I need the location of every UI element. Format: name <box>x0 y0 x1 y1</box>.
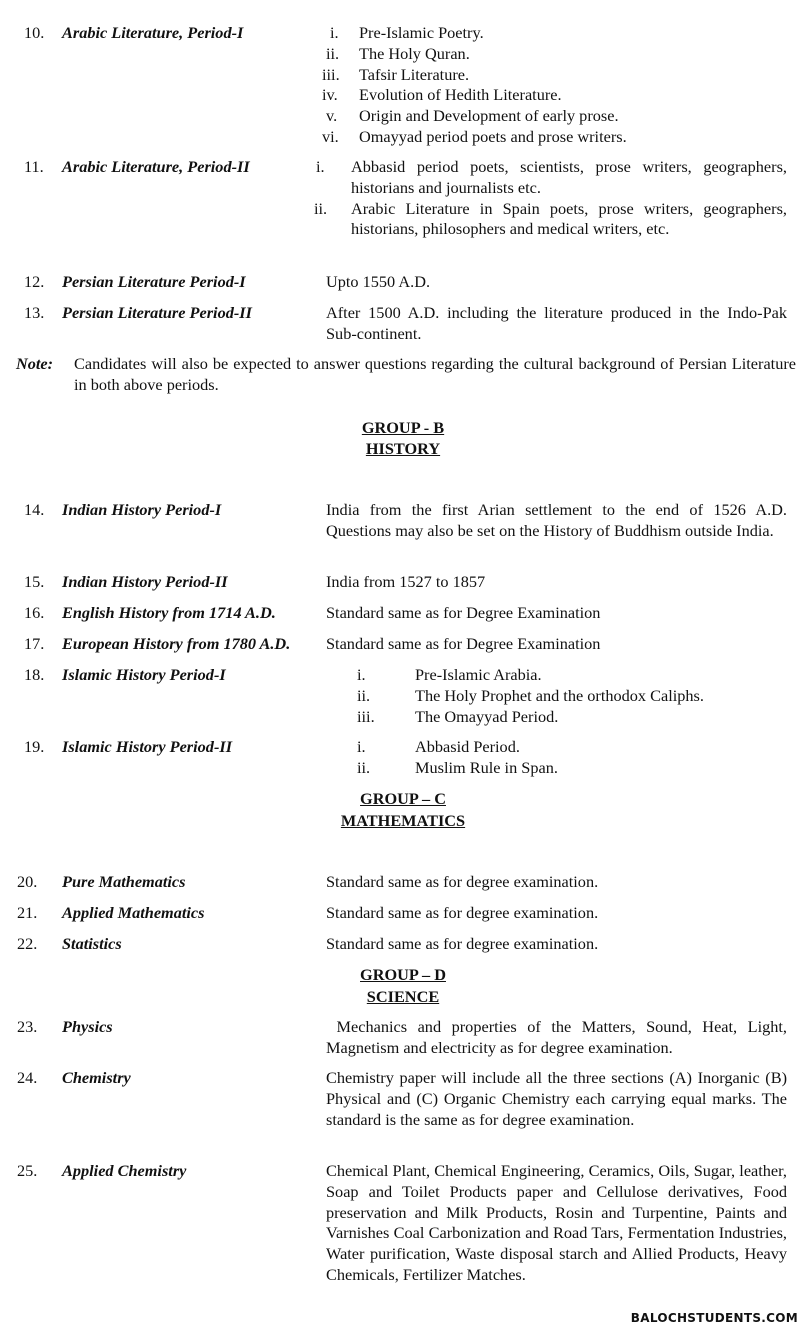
entry-number: 21. <box>17 903 38 922</box>
entry-title: European History from 1780 A.D. <box>62 634 291 653</box>
entry-title: Physics <box>62 1017 113 1036</box>
entry-number: 14. <box>24 500 45 519</box>
group-heading: GROUP – C <box>360 789 446 808</box>
entry-title: Arabic Literature, Period-II <box>62 157 250 176</box>
entry-number: 20. <box>17 872 38 891</box>
entry-title: Islamic History Period-II <box>62 737 233 756</box>
entry-description: India from the first Arian settlement to the end of 1526 A.D. Questions may also be set on the History of Buddhism outside India. <box>326 500 787 540</box>
entry-description: After 1500 A.D. including the literature produced in the Indo-Pak Sub-continent. <box>326 303 787 343</box>
entry-number: 12. <box>24 272 45 291</box>
note-text: Candidates will also be expected to answer questions regarding the cultural background of Persian Literature in both above periods. <box>74 354 796 394</box>
entry-number: 18. <box>24 665 45 684</box>
entry-title: Arabic Literature, Period-I <box>62 23 244 42</box>
group-subject: MATHEMATICS <box>340 811 466 830</box>
entry-description: Mechanics and properties of the Matters, Sound, Heat, Light, Magnetism and electricity as for degree examination. <box>326 1017 792 1057</box>
list-item: i. Abbasid period poets, scientists, prose writers, geographers, historians and journalists etc. <box>316 157 787 197</box>
entry-title: Applied Chemistry <box>62 1161 187 1180</box>
entry-description: Chemical Plant, Chemical Engineering, Ceramics, Oils, Sugar, leather, Soap and Toilet Products paper and Cellulose derivatives, Food preservation and Milk Products, Rosin and Turpentine, Paints and Varnishes Coal Carbonization and Road Tars, Fermentation Industries, Water purification, Waste disposal starch and Allied Products, Heavy Chemicals, Fertilizer Matches. <box>326 1161 787 1284</box>
entry-number: 24. <box>17 1068 38 1087</box>
syllabus-page: 10. Arabic Literature, Period-I i. Pre-Islamic Poetry. ii. The Holy Quran. iii. Tafsir Literature. iv. Evolution of Hedith Literature. v. Origin and Development of early prose. vi. Omayyad period poets and prose writers. 11. Arabic Literature, Period-II i. Abbasid period poets, scientists, prose writers, geographers, historians and journalists etc. ii. Arabic Literature in Spain poets, prose writers, geographers, historians, philosophers and medical writers, etc. 12. Persian Literature Period-I Upto 1550 A.D. 13. Persian Literature Period-II After 1500 A.D. including the literature produced in the Indo-Pak Sub-continent. Note: Candidates will also be expected to answer questions regarding the cultural background of Persian Literature in both above periods. GROUP - B HISTORY 14. Indian History Period-I India from the first Arian settlement to the end of 1526 A.D. Questions may also be set on the History of Buddhism outside India. 15. Indian History Period-II India from 1527 to 1857 16. English History from 1714 A.D. Standard same as for Degree Examination 17. European History from 1780 A.D. Standard same as for Degree Examination 18. Islamic History Period-I i. Pre-Islamic Arabia. ii. The Holy Prophet and the orthodox Caliphs. iii. The Omayyad Period. 19. Islamic History Period-II i. Abbasid Period. ii. Muslim Rule in Span. GROUP – C MATHEMATICS 20. Pure Mathematics Standard same as for degree examination. 21. Applied Mathematics Standard same as for degree examination. 22. Statistics Standard same as for degree examination. GROUP – D SCIENCE 23. Physics Mechanics and properties of the Matters, Sound, Heat, Light, Magnetism and electricity as for degree examination. 24. Chemistry Chemistry paper will include all the three sections (A) Inorganic (B) Physical and (C) Organic Chemistry each carrying equal marks. The standard is the same as for degree examination. 25. Applied Chemistry Chemical Plant, Chemical Engineering, Ceramics, Oils, Sugar, leather, Soap and Toilet Products paper and Cellulose derivatives, Food preservation and Milk Products, Rosin and Turpentine, Paints and Varnishes Coal Carbonization and Road Tars, Fermentation Industries, Water purification, Waste disposal starch and Allied Products, Heavy Chemicals, Fertilizer Matches. BALOCHSTUDENTS.COM <box>0 0 806 1326</box>
entry-number: 13. <box>24 303 45 322</box>
entry-number: 22. <box>17 934 38 953</box>
entry-title: English History from 1714 A.D. <box>62 603 276 622</box>
entry-number: 25. <box>17 1161 38 1180</box>
entry-title: Indian History Period-II <box>62 572 228 591</box>
entry-number: 23. <box>17 1017 38 1036</box>
entry-description: Upto 1550 A.D. <box>326 272 431 291</box>
entry-description: Standard same as for degree examination. <box>326 903 599 922</box>
watermark-footer: BALOCHSTUDENTS.COM <box>630 1311 798 1325</box>
entry-title: Statistics <box>62 934 122 953</box>
entry-number: 19. <box>24 737 45 756</box>
entry-description: Standard same as for Degree Examination <box>326 603 601 622</box>
entry-title: Pure Mathematics <box>62 872 186 891</box>
entry-title: Applied Mathematics <box>62 903 205 922</box>
entry-number: 10. <box>24 23 45 42</box>
entry-number: 16. <box>24 603 45 622</box>
entry-title: Islamic History Period-I <box>62 665 226 684</box>
group-subject: SCIENCE <box>366 987 440 1006</box>
entry-description: India from 1527 to 1857 <box>326 572 486 591</box>
entry-title: Chemistry <box>62 1068 131 1087</box>
entry-title: Persian Literature Period-I <box>62 272 246 291</box>
group-heading: GROUP – D <box>360 965 446 984</box>
group-heading: GROUP - B <box>361 418 445 437</box>
group-subject: HISTORY <box>365 439 441 458</box>
entry-description: Standard same as for Degree Examination <box>326 634 601 653</box>
entry-description: Standard same as for degree examination. <box>326 934 599 953</box>
note-label: Note: <box>16 354 54 373</box>
entry-number: 17. <box>24 634 45 653</box>
list-item: ii. Arabic Literature in Spain poets, prose writers, geographers, historians, philosophers and medical writers, etc. <box>314 198 787 239</box>
entry-description: Chemistry paper will include all the three sections (A) Inorganic (B) Physical and (C) Organic Chemistry each carrying equal marks. The standard is the same as for degree examination. <box>326 1068 787 1129</box>
entry-title: Indian History Period-I <box>62 500 222 519</box>
topic-list <box>314 157 787 240</box>
entry-number: 11. <box>24 157 44 176</box>
entry-number: 15. <box>24 572 45 591</box>
entry-title: Persian Literature Period-II <box>62 303 252 322</box>
entry-description: Standard same as for degree examination. <box>326 872 599 891</box>
